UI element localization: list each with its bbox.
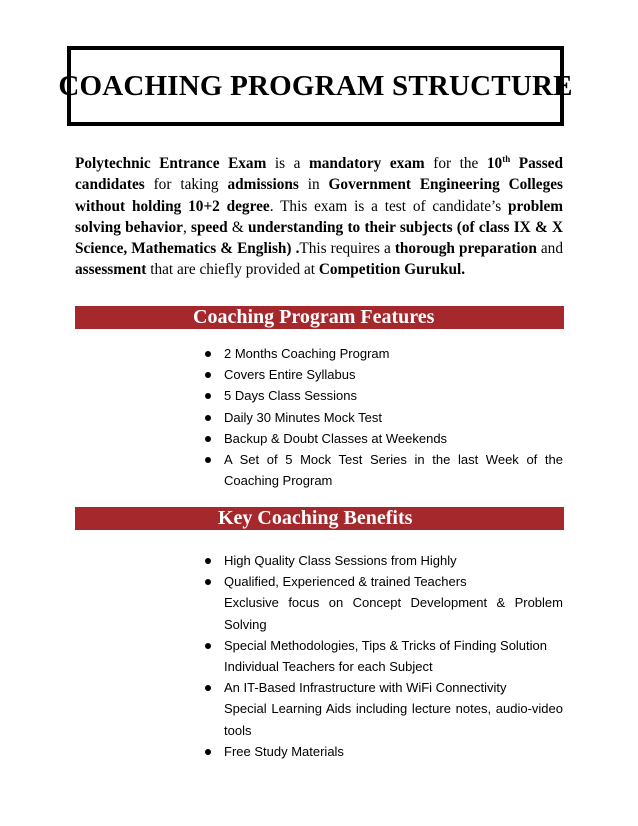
intro-text: . This exam is a test of candidate’s: [269, 197, 509, 215]
intro-text: speed: [191, 218, 228, 236]
page-title: COACHING PROGRAM STRUCTURE: [58, 69, 573, 102]
list-item: [205, 449, 563, 491]
bullet-icon: [205, 351, 211, 357]
intro-text: understanding to their subjects (of class IX & X Science, Mathematics & English) .: [75, 218, 563, 258]
list-item-text: Individual Teachers for each Subject: [224, 659, 433, 675]
intro-text: assessment: [75, 261, 147, 279]
intro-text: This requires a: [299, 240, 395, 258]
bullet-icon: [205, 393, 211, 399]
list-item: [205, 364, 563, 385]
bullet-icon: [205, 685, 211, 691]
features-heading: Coaching Program Features: [193, 306, 435, 328]
title-box: [58, 46, 573, 126]
list-item: [205, 571, 563, 592]
intro-paragraph: [75, 153, 563, 281]
list-item-text: 2 Months Coaching Program: [224, 346, 390, 361]
intro-text: mandatory exam: [309, 155, 425, 172]
list-item-text: 5 Days Class Sessions: [224, 388, 357, 404]
list-item: [205, 656, 563, 677]
bullet-icon: [205, 579, 211, 585]
list-item: [205, 550, 563, 571]
features-list: [205, 343, 563, 491]
bullet-icon: [205, 457, 211, 463]
intro-text: that are chiefly provided at: [146, 261, 319, 279]
intro-text: admissions: [227, 176, 299, 194]
intro-text: 10: [486, 155, 503, 172]
list-item: [205, 407, 563, 428]
benefits-heading: Key Coaching Benefits: [218, 507, 413, 529]
bullet-icon: [205, 415, 211, 421]
intro-text: Competition Gurukul.: [318, 261, 466, 279]
list-item: [205, 592, 563, 634]
intro-text: &: [227, 218, 248, 236]
bullet-icon: [205, 643, 211, 649]
bullet-icon: [205, 558, 211, 564]
intro-text: in: [298, 176, 329, 194]
list-item-text: Special Methodologies, Tips & Tricks of Finding Solution: [224, 637, 548, 653]
list-item: [205, 698, 563, 740]
bullet-icon: [205, 436, 211, 442]
benefits-banner: [75, 507, 564, 530]
intro-superscript: th: [502, 153, 511, 164]
bullet-icon: [205, 749, 211, 755]
intro-text: ,: [182, 218, 192, 236]
features-banner: [75, 306, 564, 329]
intro-text: Government Engineering Colleges without holding 10+2 degree: [75, 176, 563, 215]
list-item-text: Free Study Materials: [224, 743, 344, 759]
list-item: [205, 741, 563, 762]
intro-text: for taking: [144, 176, 228, 194]
list-item: [205, 343, 563, 364]
list-item: [205, 635, 563, 656]
intro-text: Polytechnic Entrance Exam: [75, 155, 267, 172]
intro-text: for the: [424, 155, 487, 172]
list-item-text: Daily 30 Minutes Mock Test: [224, 409, 382, 425]
intro-text: is a: [266, 155, 310, 172]
list-item: [205, 428, 563, 449]
list-item: [205, 677, 563, 698]
intro-text: Passed candidates: [75, 155, 563, 194]
list-item: [205, 385, 563, 406]
list-item-text: High Quality Class Sessions from Highly: [224, 553, 457, 568]
list-item-text: An IT-Based Infrastructure with WiFi Connectivity: [224, 680, 507, 696]
intro-text: thorough preparation: [394, 240, 537, 258]
bullet-icon: [205, 372, 211, 378]
intro-text: problem solving behavior: [75, 197, 564, 236]
list-item-text: Covers Entire Syllabus: [224, 367, 356, 383]
list-item-text: Special Learning Aids including lecture notes, audio-video tools: [224, 701, 563, 738]
list-item-text: Qualified, Experienced & trained Teachers: [224, 574, 467, 590]
list-item-text: A Set of 5 Mock Test Series in the last Week of the Coaching Program: [224, 452, 563, 489]
intro-text: and: [536, 240, 563, 258]
list-item-text: Backup & Doubt Classes at Weekends: [224, 430, 448, 446]
benefits-list: [205, 550, 563, 762]
list-item-text: Exclusive focus on Concept Development & Problem Solving: [224, 595, 563, 632]
